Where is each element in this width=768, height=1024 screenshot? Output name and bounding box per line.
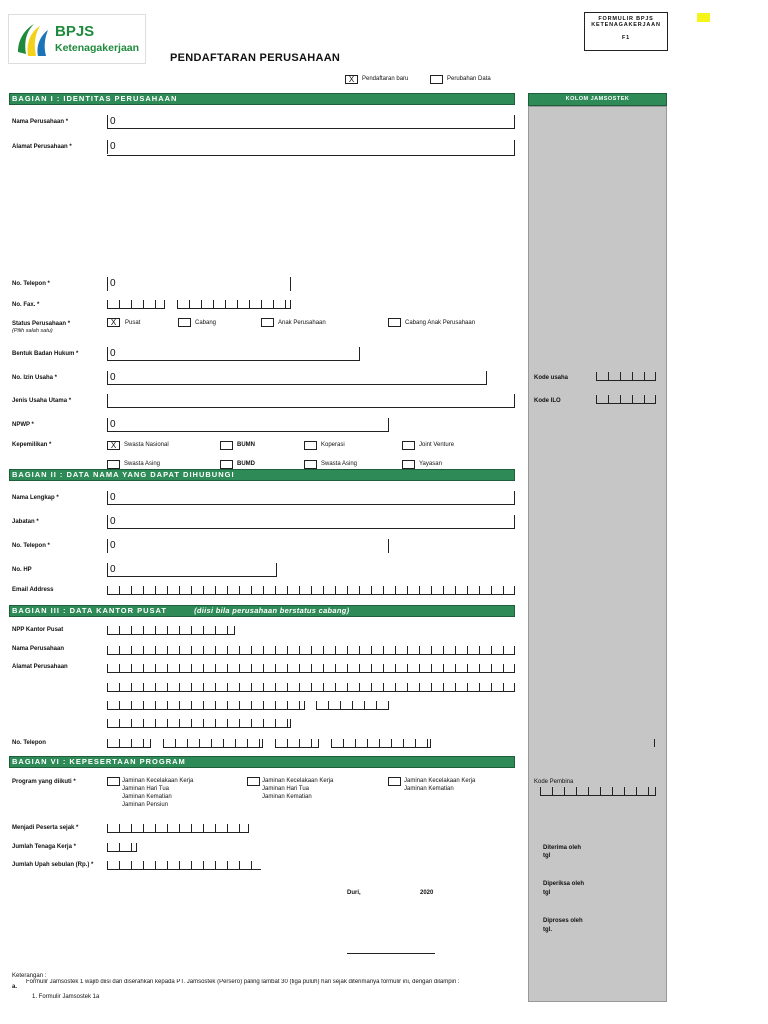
contact-nama-input[interactable]: 0 [107, 491, 515, 505]
alamat-underline [107, 155, 515, 156]
pusat-alamat-boxes-1[interactable] [107, 664, 515, 673]
jenis-usaha-label: Jenis Usaha Utama * [12, 398, 72, 404]
contact-email-boxes[interactable] [107, 586, 515, 595]
program-1-jkk: Jaminan Kecelakaan Kerja [122, 778, 194, 784]
nama-perusahaan-input[interactable]: 0 [107, 115, 515, 129]
fax-label: No. Fax. * [12, 302, 40, 308]
registration-change-label: Perubahan Data [447, 76, 491, 82]
diproses-tgl: tgl. [543, 927, 552, 933]
program-option-3-checkbox[interactable] [388, 777, 401, 786]
program-3-jkk: Jaminan Kecelakaan Kerja [404, 778, 476, 784]
section1-header: BAGIAN I : IDENTITAS PERUSAHAAN [9, 93, 515, 105]
program-option-2-list [262, 777, 333, 801]
diterima-tgl: tgl [543, 853, 551, 859]
pusat-telepon-tick [654, 739, 655, 747]
diperiksa-label: Diperiksa oleh [543, 881, 585, 887]
page-title: PENDAFTARAN PERUSAHAAN [170, 52, 341, 64]
pusat-alamat-boxes-3[interactable] [107, 701, 305, 710]
program-option-2-checkbox[interactable] [247, 777, 260, 786]
kode-usaha-boxes[interactable] [596, 372, 656, 381]
bpjs-logo-icon [12, 18, 52, 62]
npwp-input[interactable]: 0 [107, 418, 389, 432]
status-label [12, 321, 70, 334]
signature-place: Duri, [347, 890, 361, 896]
signature-year: 2020 [420, 890, 434, 896]
keterangan-label: Keterangan : [12, 973, 47, 979]
pusat-nama-label: Nama Perusahaan [12, 646, 65, 652]
kepemilikan-swasta-asing-2-label: Swasta Asing [321, 461, 358, 467]
kepemilikan-joint-venture-label: Joint Venture [419, 442, 455, 448]
contact-email-label: Email Address [12, 587, 54, 593]
status-cabang-anak-checkbox[interactable] [388, 318, 401, 327]
diterima-label: Diterima oleh [543, 845, 582, 851]
pusat-alamat-boxes-4[interactable] [316, 701, 389, 710]
form-code-box [584, 12, 668, 51]
npwp-label: NPWP * [12, 422, 34, 428]
kepemilikan-swasta-asing-2-checkbox[interactable] [304, 460, 317, 469]
contact-jabatan-input[interactable]: 0 [107, 515, 515, 529]
form-code-line2: KETENAGAKERJAAN [591, 22, 661, 28]
registration-change-checkbox[interactable] [430, 75, 443, 84]
upah-boxes[interactable] [107, 861, 261, 870]
contact-hp-input[interactable]: 0 [107, 563, 277, 577]
kepemilikan-koperasi-checkbox[interactable] [304, 441, 317, 450]
pusat-telepon-boxes-3[interactable] [275, 739, 319, 748]
program-3-jkm: Jaminan Kematian [404, 786, 454, 792]
status-cabang-checkbox[interactable] [178, 318, 191, 327]
diproses-label: Diproses oleh [543, 918, 583, 924]
contact-telepon-input[interactable]: 0 [107, 539, 389, 553]
registration-new-label: Pendaftaran baru [362, 76, 409, 82]
pusat-alamat-label: Alamat Perusahaan [12, 664, 68, 670]
alamat-perusahaan-input[interactable]: 0 [107, 140, 515, 154]
kepemilikan-joint-venture-checkbox[interactable] [402, 441, 415, 450]
npp-boxes[interactable] [107, 626, 235, 635]
peserta-sejak-label: Menjadi Peserta sejak * [12, 825, 79, 831]
alamat-perusahaan-label: Alamat Perusahaan * [12, 144, 72, 150]
kepemilikan-koperasi-label: Koperasi [321, 442, 345, 448]
form-code-line3: F1 [621, 35, 631, 41]
section3-note: (diisi bila perusahaan berstatus cabang) [194, 606, 350, 615]
section2-header: BAGIAN II : DATA NAMA YANG DAPAT DIHUBUNGI [9, 469, 515, 481]
pusat-telepon-label: No. Telepon [12, 740, 46, 746]
kode-pembina-label: Kode Pembina [534, 779, 574, 785]
contact-telepon-label: No. Telepon * [12, 543, 50, 549]
upah-label: Jumlah Upah sebulan (Rp.) * [12, 862, 94, 868]
signature-line [347, 953, 435, 954]
izin-usaha-input[interactable]: 0 [107, 371, 487, 385]
kepemilikan-label: Kepemilikan * [12, 442, 52, 448]
program-2-jkm: Jaminan Kematian [262, 794, 312, 800]
badan-hukum-label: Bentuk Badan Hukum * [12, 351, 79, 357]
yellow-marker [697, 13, 710, 22]
kode-usaha-label: Kode usaha [534, 375, 569, 381]
program-option-1-checkbox[interactable] [107, 777, 120, 786]
telepon-input[interactable]: 0 [107, 277, 291, 291]
sidebar-panel [528, 106, 667, 1002]
status-anak-label: Anak Perusahaan [278, 320, 326, 326]
kode-ilo-label: Kode ILO [534, 398, 561, 404]
npp-label: NPP Kantor Pusat [12, 627, 64, 633]
fax-number-boxes[interactable] [177, 300, 291, 309]
logo [8, 14, 146, 64]
kepemilikan-swasta-asing-checkbox[interactable] [107, 460, 120, 469]
kepemilikan-yayasan-label: Yayasan [419, 461, 442, 467]
pusat-telepon-boxes-1[interactable] [107, 739, 151, 748]
registration-new-checkbox[interactable]: X [345, 75, 358, 84]
kepemilikan-swasta-asing-label: Swasta Asing [124, 461, 161, 467]
program-option-3-list [404, 777, 475, 793]
keterangan-item-1: 1. Formulir Jamsostek 1a [32, 994, 100, 1000]
program-2-jkk: Jaminan Kecelakaan Kerja [262, 778, 334, 784]
program-1-jp: Jaminan Pensiun [122, 802, 169, 808]
pusat-alamat-boxes-5[interactable] [107, 719, 291, 728]
kepemilikan-yayasan-checkbox[interactable] [402, 460, 415, 469]
program-1-jkm: Jaminan Kematian [122, 794, 172, 800]
section4-header: BAGIAN VI : KEPESERTAAN PROGRAM [9, 756, 515, 768]
program-label: Program yang diikuti * [12, 779, 76, 785]
kepemilikan-bumd-checkbox[interactable] [220, 460, 233, 469]
diperiksa-tgl: tgl [543, 890, 551, 896]
pusat-alamat-boxes-2[interactable] [107, 683, 515, 692]
tenaga-kerja-label: Jumlah Tenaga Kerja * [12, 844, 76, 850]
pusat-telepon-boxes-2[interactable] [163, 739, 263, 748]
status-anak-checkbox[interactable] [261, 318, 274, 327]
peserta-sejak-boxes[interactable] [107, 824, 249, 833]
program-option-1-list [122, 777, 193, 809]
contact-jabatan-label: Jabatan * [12, 519, 39, 525]
section3-title: BAGIAN III : DATA KANTOR PUSAT [12, 606, 167, 615]
kode-pembina-boxes[interactable] [540, 787, 656, 796]
status-hint: (Pilih salah satu) [12, 328, 53, 334]
status-cabang-label: Cabang [195, 320, 217, 326]
pusat-telepon-boxes-4[interactable] [331, 739, 431, 748]
kepemilikan-swasta-nasional-checkbox[interactable]: X [107, 441, 120, 450]
tenaga-kerja-boxes[interactable] [107, 843, 137, 852]
contact-hp-label: No. HP [12, 567, 32, 573]
logo-brand: BPJS [55, 23, 95, 40]
telepon-label: No. Telepon * [12, 281, 50, 287]
program-1-jht: Jaminan Hari Tua [122, 786, 170, 792]
kode-ilo-boxes[interactable] [596, 395, 656, 404]
status-pusat-label: Pusat [125, 320, 141, 326]
keterangan-a-marker: a. [12, 984, 18, 990]
status-label-text: Status Perusahaan * [12, 321, 71, 327]
pusat-nama-boxes[interactable] [107, 646, 515, 655]
section3-header [9, 605, 515, 617]
jenis-usaha-input[interactable] [107, 394, 515, 408]
badan-hukum-input[interactable]: 0 [107, 347, 360, 361]
nama-perusahaan-label: Nama Perusahaan * [12, 119, 69, 125]
izin-usaha-label: No. Izin Usaha * [12, 375, 58, 381]
kepemilikan-bumn-label: BUMN [237, 442, 255, 448]
status-cabang-anak-label: Cabang Anak Perusahaan [405, 320, 476, 326]
kepemilikan-bumn-checkbox[interactable] [220, 441, 233, 450]
logo-subtitle: Ketenagakerjaan [55, 42, 140, 54]
kepemilikan-swasta-nasional-label: Swasta Nasional [124, 442, 169, 448]
alamat-right-border [514, 140, 515, 156]
status-pusat-checkbox[interactable]: X [107, 318, 120, 327]
form-code-line1: FORMULIR BPJS [598, 16, 654, 22]
sidebar-title: KOLOM JAMSOSTEK [528, 93, 667, 106]
program-2-jht: Jaminan Hari Tua [262, 786, 310, 792]
kepemilikan-bumd-label: BUMD [237, 461, 255, 467]
keterangan-a-text: Formulir Jamsostek 1 wajib diisi dan diserahkan kepada PT. Jamsostek (Persero) paling lambat 30 (tiga puluh) hari sejak diterimanya formulir ini, dengan dilampiri : [26, 979, 460, 985]
fax-area-boxes[interactable] [107, 300, 165, 309]
contact-nama-label: Nama Lengkap * [12, 495, 59, 501]
